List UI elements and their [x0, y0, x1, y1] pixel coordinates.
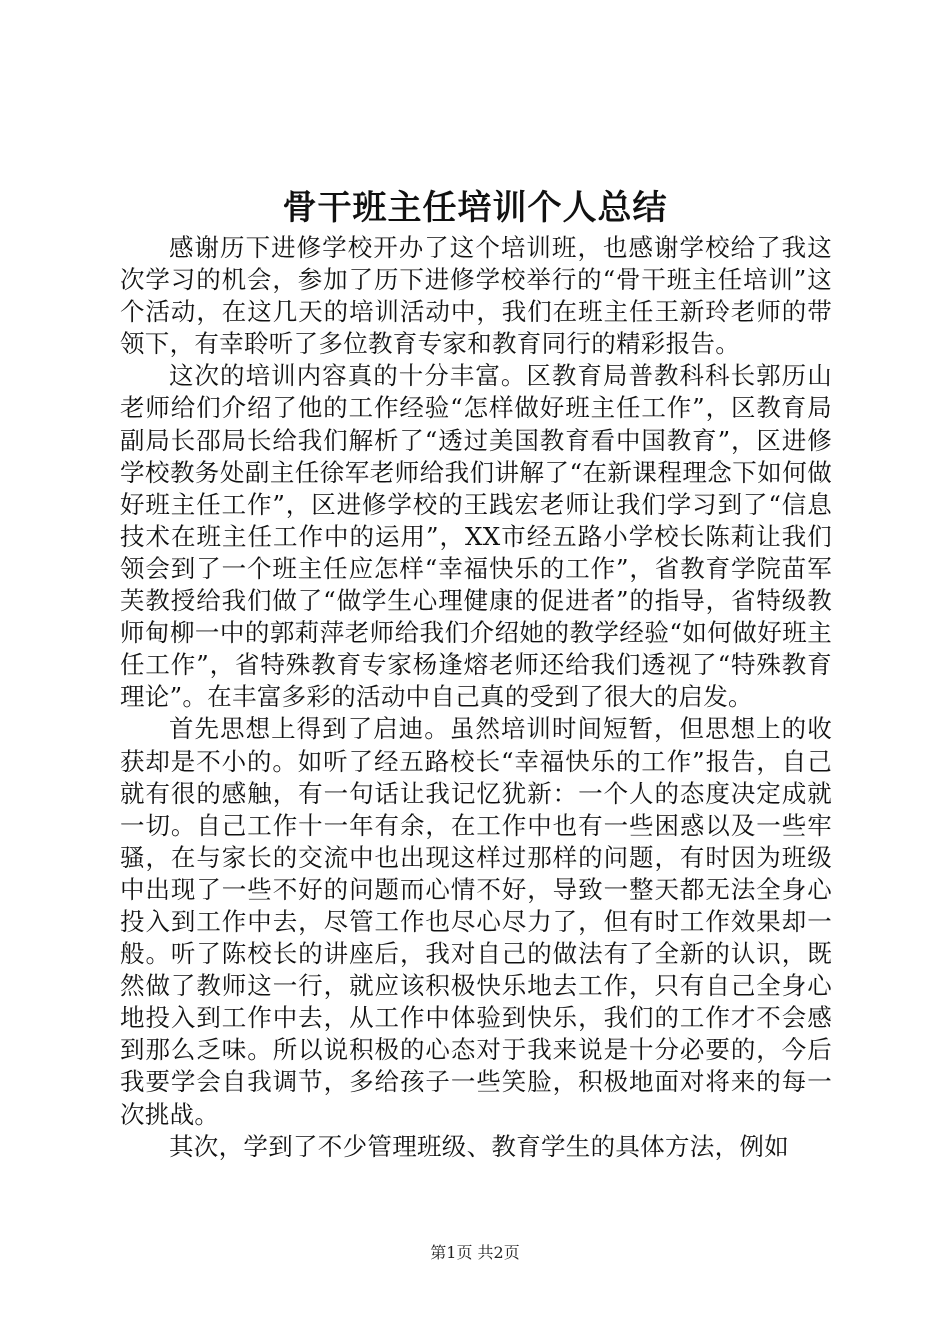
- paragraph-4: 其次，学到了不少管理班级、教育学生的具体方法，例如: [169, 1131, 789, 1161]
- paragraph-1: 感谢历下进修学校开办了这个培训班，也感谢学校给了我这次学习的机会，参加了历下进修学校举行的“骨干班主任培训”这个活动，在这几天的培训活动中，我们在班主任王新玲老师的带领下，有幸聆听了多位教育专家和教育同行的精彩报告。: [120, 233, 832, 359]
- page-number-footer: 第1页 共2页: [430, 1243, 520, 1262]
- paragraph-2: 这次的培训内容真的十分丰富。区教育局普教科科长郭历山老师给们介绍了他的工作经验“怎样做好班主任工作”，区教育局副局长邵局长给我们解析了“透过美国教育看中国教育”，区进修学校教务处副主任徐军老师给我们讲解了“在新课程理念下如何做好班主任工作”，区进修学校的王践宏老师让我们学习到了“信息技术在班主任工作中的运用”，XX市经五路小学校长陈莉让我们领会到了一个班主任应怎样“幸福快乐的工作”，省教育学院苗军芙教授给我们做了“做学生心理健康的促进者”的指导，省特级教师甸柳一中的郭莉萍老师给我们介绍她的教学经验“如何做好班主任工作”，省特殊教育专家杨逢熔老师还给我们透视了“特殊教育理论”。在丰富多彩的活动中自己真的受到了很大的启发。: [120, 361, 832, 712]
- document-body: [120, 232, 832, 1163]
- page-title: 骨干班主任培训个人总结: [282, 188, 668, 228]
- paragraph-3: 首先思想上得到了启迪。虽然培训时间短暂，但思想上的收获却是不小的。如听了经五路校长“幸福快乐的工作”报告，自己就有很的感触，有一句话让我记忆犹新：一个人的态度决定成就一切。自己工作十一年有余，在工作中也有一些困惑以及一些牢骚，在与家长的交流中也出现这样过那样的问题，有时因为班级中出现了一些不好的问题而心情不好，导致一整天都无法全身心投入到工作中去，尽管工作也尽心尽力了，但有时工作效果却一般。听了陈校长的讲座后，我对自己的做法有了全新的认识，既然做了教师这一行，就应该积极快乐地去工作，只有自己全身心地投入到工作中去，从工作中体验到快乐，我们的工作才不会感到那么乏味。所以说积极的心态对于我来说是十分必要的，今后我要学会自我调节，多给孩子一些笑脸，积极地面对将来的每一次挑战。: [120, 714, 832, 1129]
